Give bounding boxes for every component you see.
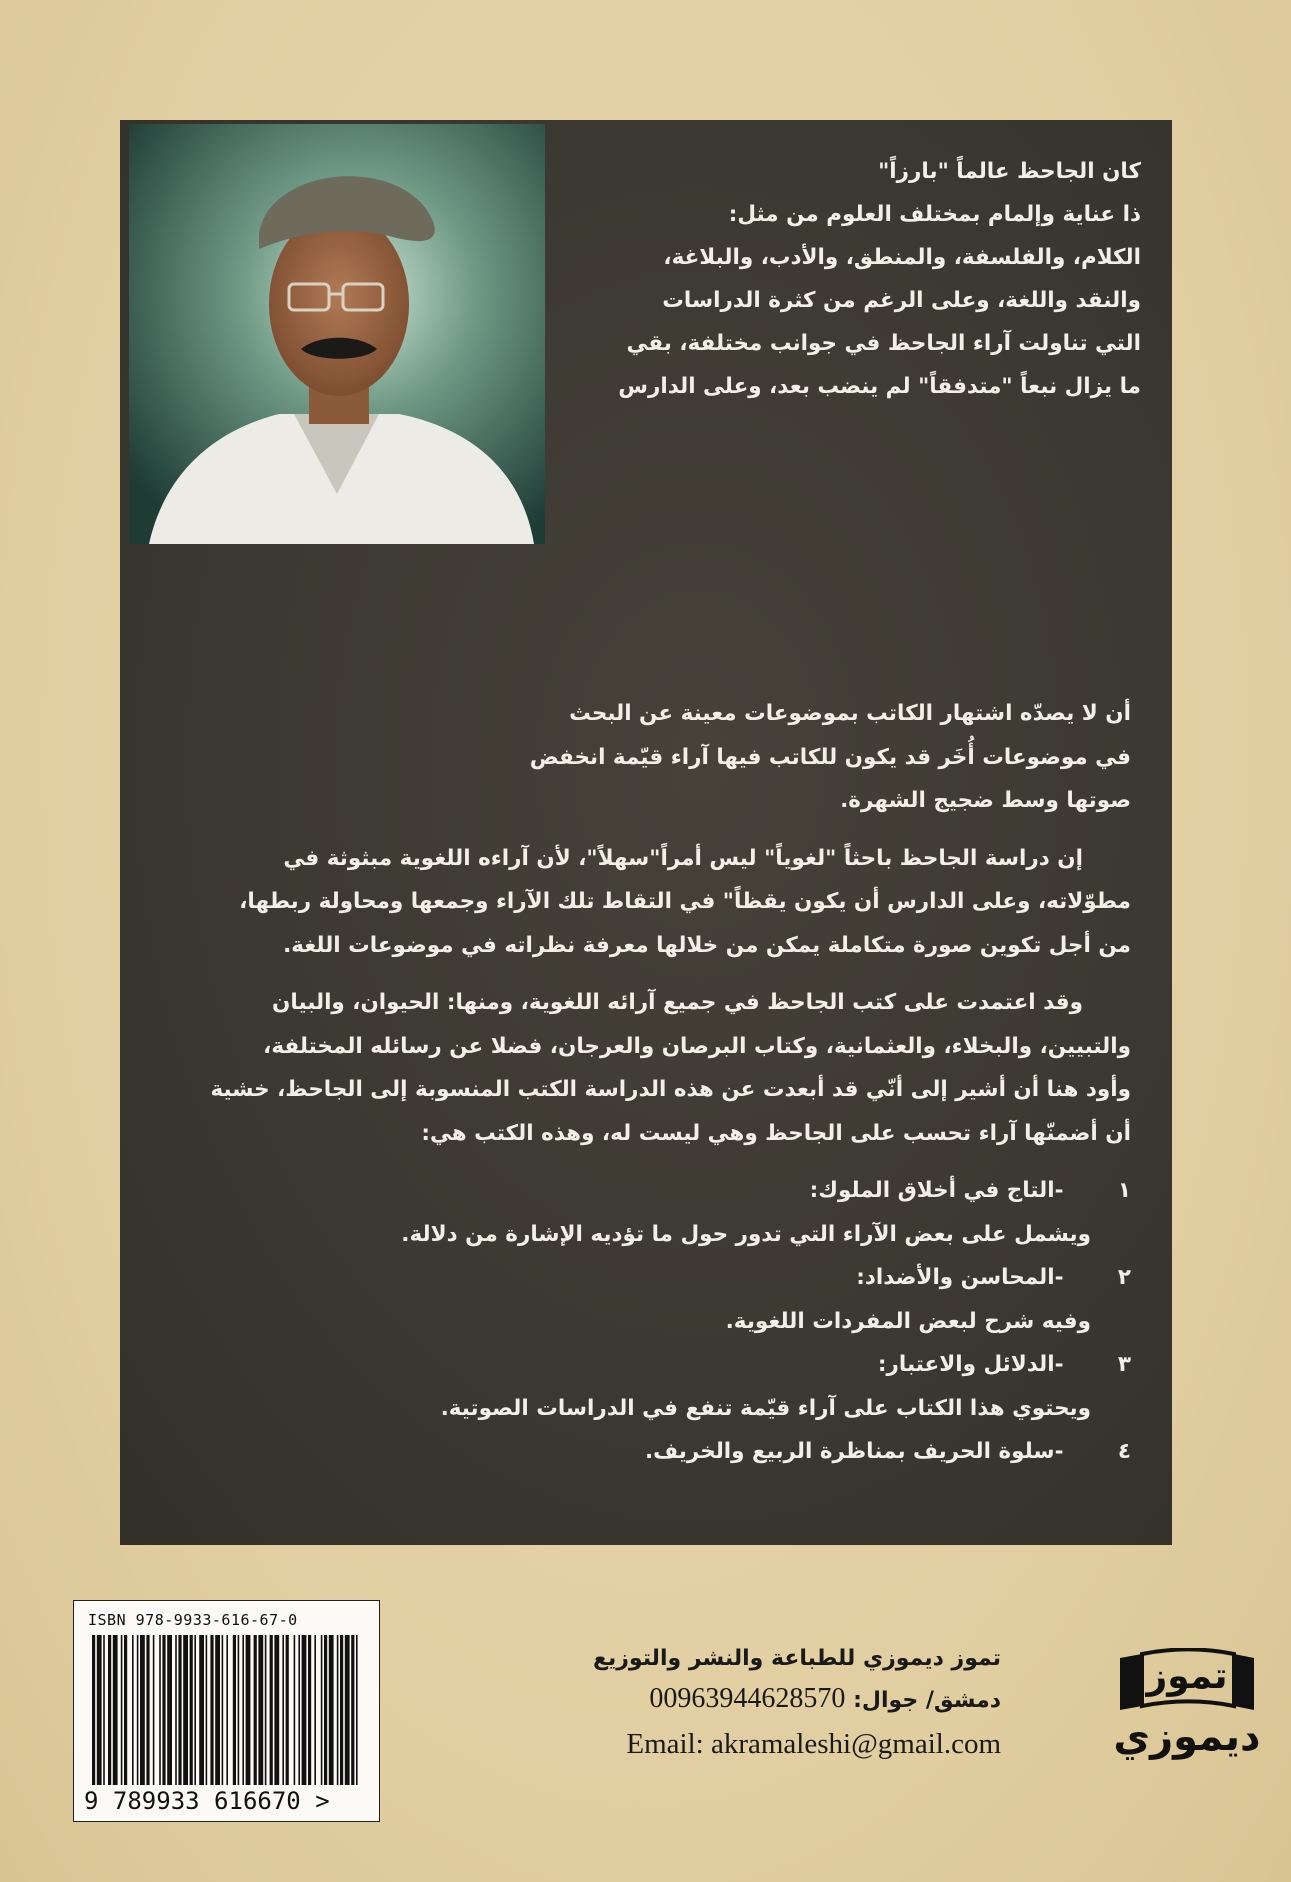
- para3-line: أن أضمنّها آراء تحسب على الجاحظ وهي ليست له، وهذه الكتب هي:: [421, 1120, 1131, 1146]
- barcode-bar: [298, 1635, 300, 1785]
- para2-line: من أجل تكوين صورة متكاملة يمكن من خلالها معرفة نظراته في موضوعات اللغة.: [283, 932, 1131, 958]
- para1-line: في موضوعات أُخَر قد يكون للكاتب فيها آراء قيّمة انخفض: [529, 744, 1131, 770]
- barcode-bar: [233, 1635, 236, 1785]
- book-item: [191, 1343, 1131, 1387]
- intro-line: ما يزال نبعاً "متدفقاً" لم ينضب بعد، وعلى الدارس: [618, 374, 1141, 399]
- barcode-bar: [242, 1635, 244, 1785]
- book-title: -المحاسن والأضداد:: [856, 1265, 1064, 1290]
- barcode: [73, 1600, 380, 1822]
- barcode-bar: [206, 1635, 208, 1785]
- para3-line: والتبيين، والبخلاء، والعثمانية، وكتاب البرصان والعرجان، فضلا عن رسائله المختلفة،: [263, 1033, 1131, 1059]
- barcode-bar: [337, 1635, 339, 1785]
- intro-line: كان الجاحظ عالماً "بارزاً": [878, 159, 1141, 184]
- book-item: [191, 1169, 1131, 1213]
- barcode-bar: [153, 1635, 155, 1785]
- barcode-bar: [121, 1635, 123, 1785]
- book-description: ويشمل على بعض الآراء التي تدور حول ما تؤديه الإشارة من دلالة.: [401, 1221, 1091, 1247]
- barcode-bar: [215, 1635, 220, 1785]
- para1-line: صوتها وسط ضجيج الشهرة.: [840, 788, 1131, 813]
- barcode-bar: [314, 1635, 316, 1785]
- book-title: -الدلائل والاعتبار:: [877, 1352, 1064, 1377]
- barcode-bar: [258, 1635, 263, 1785]
- barcode-bar: [321, 1635, 323, 1785]
- para1-line: أن لا يصدّه اشتهار الكاتب بموضوعات معينة عن البحث: [569, 701, 1131, 726]
- barcode-bar: [340, 1635, 343, 1785]
- publisher-phone: [441, 1678, 1001, 1722]
- barcode-bar: [167, 1635, 172, 1785]
- barcode-bar: [329, 1635, 334, 1785]
- barcode-bar: [254, 1635, 257, 1785]
- para2-line: إن دراسة الجاحظ باحثاً "لغوياً" ليس أمراً"سهلاً"، لأن آراءه اللغوية مبثوثة في: [283, 845, 1083, 871]
- barcode-bar: [92, 1635, 95, 1785]
- barcode-bar: [282, 1635, 284, 1785]
- intro-line: ذا عناية وإلمام بمختلف العلوم من مثل:: [728, 202, 1141, 227]
- barcode-bar: [108, 1635, 111, 1785]
- book-item: [191, 1256, 1131, 1300]
- barcode-bar: [265, 1635, 267, 1785]
- phone-label: دمشق/ جوال:: [853, 1688, 1001, 1713]
- book-title: -سلوة الحريف بمناظرة الربيع والخريف.: [645, 1439, 1064, 1464]
- barcode-bar: [159, 1635, 161, 1785]
- barcode-bar: [146, 1635, 149, 1785]
- publisher-logo: [1112, 1648, 1262, 1778]
- intro-line: الكلام، والفلسفة، والمنطق، والأدب، والبلاغة،: [663, 245, 1141, 270]
- logo-text-bottom: ديموزي: [1113, 1714, 1261, 1760]
- isbn-label: ISBN 978-9933-616-67-0: [88, 1611, 298, 1629]
- barcode-bars: [88, 1635, 360, 1785]
- publisher-name: تموز ديموزي للطباعة والنشر والتوزيع: [592, 1646, 1001, 1671]
- barcode-bar: [356, 1635, 358, 1785]
- barcode-bar: [286, 1635, 289, 1785]
- book-number: ٢: [1117, 1265, 1131, 1290]
- book-title: -التاج في أخلاق الملوك:: [809, 1178, 1064, 1203]
- book-item: [191, 1430, 1131, 1474]
- publisher-info: [441, 1640, 1001, 1766]
- barcode-bar: [132, 1635, 134, 1785]
- barcode-bar: [294, 1635, 296, 1785]
- phone-number: 00963944628570: [649, 1683, 846, 1714]
- intro-line: والنقد واللغة، وعلى الرغم من كثرة الدراسات: [662, 288, 1141, 313]
- barcode-bar: [351, 1635, 354, 1785]
- barcode-bar: [194, 1635, 196, 1785]
- barcode-bar: [175, 1635, 177, 1785]
- intro-text: [581, 150, 1141, 408]
- barcode-bar: [345, 1635, 350, 1785]
- barcode-bar: [178, 1635, 181, 1785]
- barcode-bar: [103, 1635, 105, 1785]
- barcode-bar: [199, 1635, 204, 1785]
- book-number: ٤: [1117, 1439, 1131, 1464]
- barcode-bar: [140, 1635, 145, 1785]
- para2-line: مطوّلاته، وعلى الدارس أن يكون يقظاً" في التقاط تلك الآراء وجمعها ومحاولة ربطها،: [239, 889, 1131, 914]
- book-description: ويحتوي هذا الكتاب على آراء قيّمة تنفع في الدراسات الصوتية.: [440, 1395, 1091, 1421]
- barcode-bar: [302, 1635, 307, 1785]
- isbn-digits: 9 789933 616670 >: [84, 1787, 330, 1815]
- book-number: ٣: [1117, 1352, 1131, 1377]
- barcode-bar: [210, 1635, 213, 1785]
- barcode-bar: [113, 1635, 118, 1785]
- barcode-bar: [324, 1635, 327, 1785]
- para3-line: وقد اعتمدت على كتب الجاحظ في جميع آرائه اللغوية، ومنها: الحيوان، والبيان: [272, 990, 1083, 1015]
- barcode-bar: [97, 1635, 102, 1785]
- barcode-bar: [226, 1635, 228, 1785]
- intro-line: التي تناولت آراء الجاحظ في جوانب مختلفة، بقي: [626, 331, 1141, 356]
- book-description: وفيه شرح لبعض المفردات اللغوية.: [725, 1308, 1091, 1334]
- body-text: [191, 692, 1131, 1474]
- para3-line: وأود هنا أن أشير إلى أنّي قد أبعدت عن هذه الدراسة الكتب المنسوبة إلى الجاحظ، خشية: [210, 1077, 1131, 1102]
- barcode-bar: [124, 1635, 127, 1785]
- barcode-bar: [137, 1635, 139, 1785]
- barcode-bar: [190, 1635, 193, 1785]
- logo-text-top: تموز: [1146, 1656, 1228, 1697]
- barcode-bar: [162, 1635, 165, 1785]
- barcode-bar: [222, 1635, 224, 1785]
- barcode-bar: [270, 1635, 273, 1785]
- barcode-bar: [274, 1635, 279, 1785]
- publisher-email: Email: akramaleshi@gmail.com: [626, 1728, 1001, 1760]
- barcode-bar: [183, 1635, 188, 1785]
- barcode-bar: [308, 1635, 311, 1785]
- book-number: ١: [1117, 1178, 1131, 1203]
- author-photo: [129, 124, 545, 544]
- barcode-bar: [238, 1635, 240, 1785]
- barcode-bar: [246, 1635, 251, 1785]
